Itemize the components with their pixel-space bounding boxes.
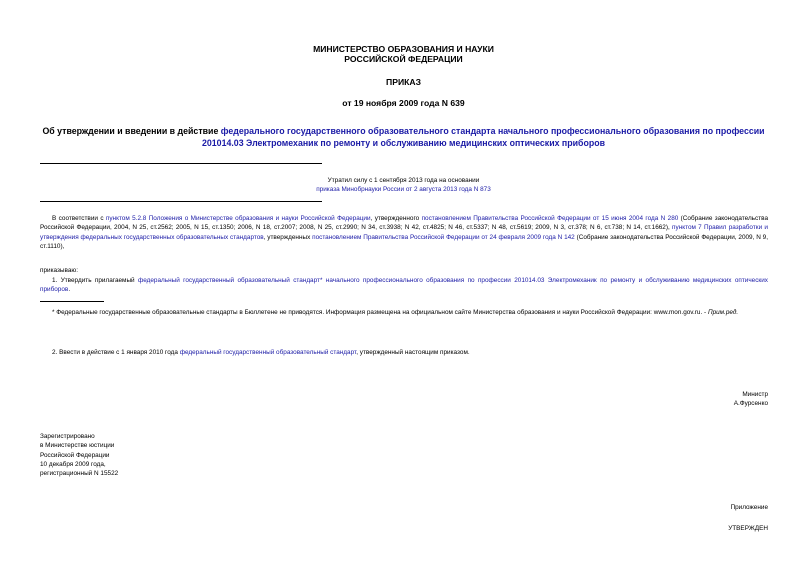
signature-block [560,390,768,409]
footnote-text: * Федеральные государственные образовательные стандарты в Бюллетене не приводятся. Информация размещена на официальном сайте Министерства образования и науки Российской Федерации: www.mon.gov.ru. - [52,309,708,316]
item-1-paragraph [40,276,768,295]
regulation-link[interactable]: пунктом 5.2.8 Положения о Министерстве образования и науки Российской Федерации [105,215,371,222]
appendix-label: Приложение [730,504,768,511]
item-2-text-2: , утвержденный настоящим приказом. [356,349,470,356]
divider-top [40,163,322,164]
preamble-paragraph [40,214,768,251]
resolution-142-link[interactable]: постановлением Правительства Российской Федерации от 24 февраля 2009 года N 142 [312,233,575,241]
ministry-line-2: РОССИЙСКОЙ ФЕДЕРАЦИИ [344,54,463,64]
doc-type: ПРИКАЗ [386,77,421,87]
title-standard-link[interactable]: федерального государственного образовательного стандарта начального профессионального образования по профессии 201014.03 Электромеханик по ремонту и обслуживанию медицинских оптических приборов [202,126,765,148]
standard-link[interactable]: федеральный государственный образовательный стандарт* начального профессионального образования по профессии 201014.03 Электромеханик по ремонту и обслуживанию медицинских оптических приборов [40,277,768,294]
registration-block [40,432,118,478]
rules-link[interactable]: пунктом 7 Правил разработки и утверждения федеральных государственных образовательных стандартов [40,224,768,241]
title-prefix: Об утверждении и введении в действие [42,126,221,136]
registration-line-3: Российской Федерации [40,451,110,459]
item-2-text-1: 2. Ввести в действие с 1 января 2010 года [52,349,180,356]
item-1-text-1: 1. Утвердить прилагаемый [52,277,138,284]
footnote [40,308,768,317]
status-line: Утратил силу с 1 сентября 2013 года на основании [327,177,480,184]
doc-title [40,126,767,149]
standard-link-2[interactable]: федеральный государственный образовательный стандарт [179,349,357,356]
item-1-text-2: . [68,286,71,294]
registration-line-1: Зарегистрировано [40,433,95,440]
editor-note: Прим.ред. [707,309,739,316]
item-2-paragraph [40,348,768,357]
footnote-divider [40,301,104,302]
preamble-text-2: , утвержденного [370,215,422,222]
status-order-link[interactable]: приказа Минобрнауки России от 2 августа 2013 года N 873 [316,186,491,193]
preamble-text-3: (Собрание законодательства Российской Федерации, 2004, N 25, ст.2562; 2005, N 15, ст.1350; 2006, N 18, ст.2007; 2008, N 25, ст.2990; N 34, ст.3938; N 42, ст.4825; N 46, ст.5337; N 48, ст.5619; 2009, N 3, ст.378; N 6, ст.738; N 14, ст.1662), [40,215,769,232]
ministry-line-1: МИНИСТЕРСТВО ОБРАЗОВАНИЯ И НАУКИ [313,44,494,54]
registration-line-4: 10 декабря 2009 года, [40,460,106,468]
registration-line-5: регистрационный N 15522 [40,470,119,478]
preamble-text-5: (Собрание законодательства Российской Федерации, 2009, N 9, ст.1110), [40,233,769,250]
registration-line-2: в Министерстве юстиции [40,442,115,450]
doc-date: от 19 ноября 2009 года N 639 [342,98,465,108]
ministry-name [0,44,807,64]
preamble-text-1: В соответствии с [52,215,106,222]
resolution-280-link[interactable]: постановлением Правительства Российской Федерации от 15 июня 2004 года N 280 [421,215,679,222]
signature-role: Министр [742,391,768,398]
divider-bottom [40,201,322,202]
status-note [40,176,767,194]
order-word: приказываю: [40,267,78,274]
appendix-approved: УТВЕРЖДЕН [728,525,768,532]
signature-name: А.Фурсенко [733,400,768,408]
preamble-text-4: , утвержденных [263,233,313,241]
